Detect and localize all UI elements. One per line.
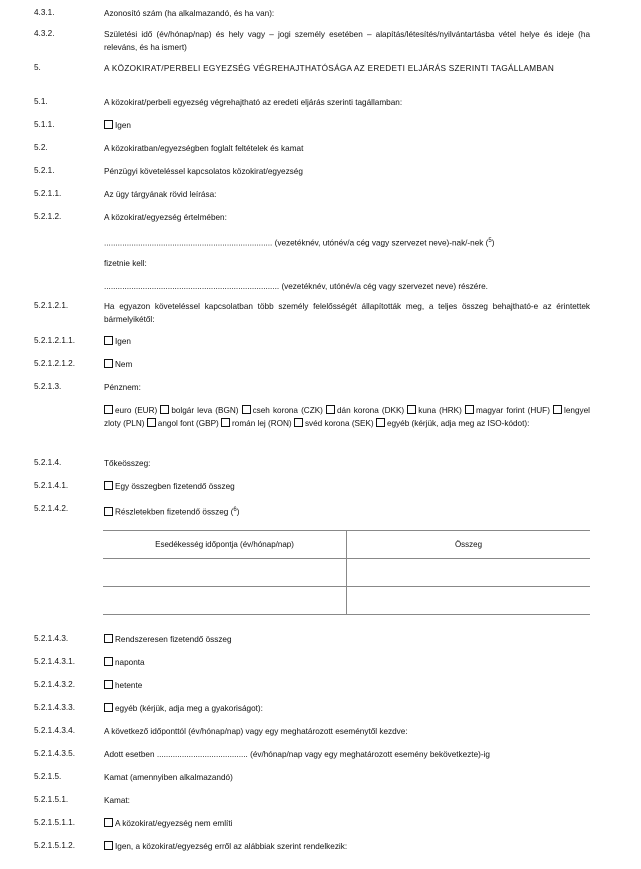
fill-in-dots[interactable]: ............................................................................. [104,282,280,291]
checkbox-bgn[interactable] [160,405,169,414]
currency-label: svéd korona (SEK) [304,418,374,428]
item-number: 5.2.1.5.1.1. [34,818,75,827]
creditor-label: (vezetéknév, utónév/a cég vagy szervezet neve) részére. [281,282,488,291]
checkbox[interactable] [104,841,113,850]
item-number: 4.3.1. [34,8,55,17]
currency-label: dán korona (DKK) [337,406,405,415]
checkbox-label: egyéb (kérjük, adja meg a gyakoriságot): [115,704,263,713]
fill-in-dots[interactable]: ........................................ [156,750,248,759]
item-number: 5.2.1.4.3.2. [34,680,75,689]
debtor-label: (vezetéknév, utónév/a cég vagy szervezet neve)-nak/-nek ( [274,238,489,248]
item-number: 5.2.1.2.1. [34,301,69,310]
checkbox[interactable] [104,634,113,643]
checkbox-label: Igen, a közokirat/egyezség erről az alábbiak szerint rendelkezik: [115,842,348,851]
item-number: 5.2.1.4.2. [34,504,69,513]
checkbox-czk[interactable] [242,405,251,414]
item-text: Kamat: [104,796,130,805]
item-text: Pénzügyi követeléssel kapcsolatos közokirat/egyezség [104,167,303,176]
item-text-tail: (év/hónap/nap vagy egy meghatározott esemény bekövetkezte)-ig [250,750,490,759]
checkbox[interactable] [104,507,113,516]
checkbox[interactable] [104,818,113,827]
item-text: Kamat (amennyiben alkalmazandó) [104,773,233,782]
checkbox[interactable] [104,703,113,712]
table-cell-due-date[interactable] [103,587,347,615]
checkbox[interactable] [104,336,113,345]
section-title: A KÖZOKIRAT/PERBELI EGYEZSÉG VÉGREHAJTHATÓSÁGA AZ EREDETI ELJÁRÁS SZERINTI TAGÁLLAMBAN [104,64,555,73]
table-row [103,559,590,587]
item-text: fizetnie kell: [104,259,147,268]
checkbox-label: Részletekben fizetendő összeg ( [115,507,234,517]
checkbox-label: Rendszeresen fizetendő összeg [115,635,232,644]
table-header-amount: Összeg [454,540,483,549]
item-number: 5.2.1.4.3.3. [34,703,75,712]
table-row [103,587,590,615]
item-number: 5.2.1.3. [34,382,62,391]
item-text: A közokirat/egyezség értelmében: [104,213,227,222]
item-text: Tőkeösszeg: [104,459,151,468]
item-number: 5.2.1.4.3.1. [34,657,75,666]
item-number: 5.2.1.5.1.2. [34,841,75,850]
item-text: Születési idő (év/hónap/nap) és hely vagy – jogi személy esetében – alapítás/létesítés/nyilvántartásba vétel helye és ideje (ha releváns, és ha ismert) [104,30,590,52]
checkbox-huf[interactable] [465,405,474,414]
item-number: 5.2.1.4. [34,458,62,467]
table-cell-amount[interactable] [347,587,591,615]
fill-in-dots[interactable]: .......................................................................... [104,238,273,248]
currency-label: egyéb (kérjük, adja meg az ISO-kódot): [386,418,530,428]
checkbox-label: Igen [115,121,131,130]
checkbox-eur[interactable] [104,405,113,414]
item-number: 5.2.1.4.3.4. [34,726,75,735]
currency-label: euro (EUR) [115,406,158,415]
item-text: Adott esetben [104,750,155,759]
checkbox-sek[interactable] [294,418,303,427]
table-cell-due-date[interactable] [103,559,347,587]
currency-label: lengyel zloty (PLN) [104,406,590,428]
checkbox[interactable] [104,657,113,666]
item-number: 5.2.1.5. [34,772,62,781]
checkbox-label: Nem [115,360,133,369]
checkbox-label: Igen [115,337,131,346]
currency-label: kuna (HRK) [418,406,462,415]
item-text: Pénznem: [104,383,141,392]
checkbox[interactable] [104,481,113,490]
item-number: 5.2.1.5.1. [34,795,69,804]
checkbox-dkk[interactable] [326,405,335,414]
checkbox-label: A közokirat/egyezség nem említi [115,819,233,828]
item-text: Ha egyazon követeléssel kapcsolatban több személy felelősségét állapították meg, a teljes összeg behajtható-e az érintettek bármelyikétől: [104,302,590,324]
checkbox-label: naponta [115,658,145,667]
item-number: 5.1. [34,97,48,106]
checkbox[interactable] [104,359,113,368]
item-text: A közokirat/perbeli egyezség végrehajtható az eredeti eljárás szerinti tagállamban: [104,98,403,107]
currency-label: magyar forint (HUF) [475,406,550,415]
footnote-ref: 5 [488,238,492,244]
checkbox-ron[interactable] [221,418,230,427]
footnote-ref: 6 [233,507,237,513]
item-number: 5.2.1.2.1.1. [34,336,75,345]
item-number: 5.2.1.4.1. [34,481,69,490]
item-number: 5.1.1. [34,120,55,129]
checkbox[interactable] [104,680,113,689]
checkbox-hrk[interactable] [407,405,416,414]
item-number: 5.2.1.1. [34,189,62,198]
checkbox[interactable] [104,120,113,129]
currency-label: cseh korona (CZK) [252,406,323,415]
checkbox-other[interactable] [376,418,385,427]
item-text: A következő időponttól (év/hónap/nap) vagy egy meghatározott eseménytől kezdve: [104,727,408,736]
item-number: 5.2.1.2. [34,212,62,221]
table-cell-amount[interactable] [347,559,591,587]
item-number: 5.2.1.2.1.2. [34,359,75,368]
checkbox-label: Egy összegben fizetendő összeg [115,482,235,491]
currency-label: angol font (GBP) [157,418,219,428]
item-text: Az ügy tárgyának rövid leírása: [104,190,217,199]
table-header-row [103,531,590,559]
checkbox-gbp[interactable] [147,418,156,427]
item-text: A közokiratban/egyezségben foglalt feltételek és kamat [104,144,304,153]
table-header-due-date: Esedékesség időpontja (év/hónap/nap) [103,531,347,559]
item-number: 4.3.2. [34,29,55,38]
currency-label: bolgár leva (BGN) [171,406,239,415]
item-number: 5.2.1. [34,166,55,175]
installment-table [103,530,590,615]
checkbox-label: hetente [115,681,143,690]
item-text: Azonosító szám (ha alkalmazandó, és ha van): [104,9,275,18]
item-number: 5.2. [34,143,48,152]
item-number: 5.2.1.4.3.5. [34,749,75,758]
item-number: 5.2.1.4.3. [34,634,69,643]
item-number: 5. [34,63,41,72]
checkbox-pln[interactable] [553,405,562,414]
currency-label: román lej (RON) [232,418,292,428]
